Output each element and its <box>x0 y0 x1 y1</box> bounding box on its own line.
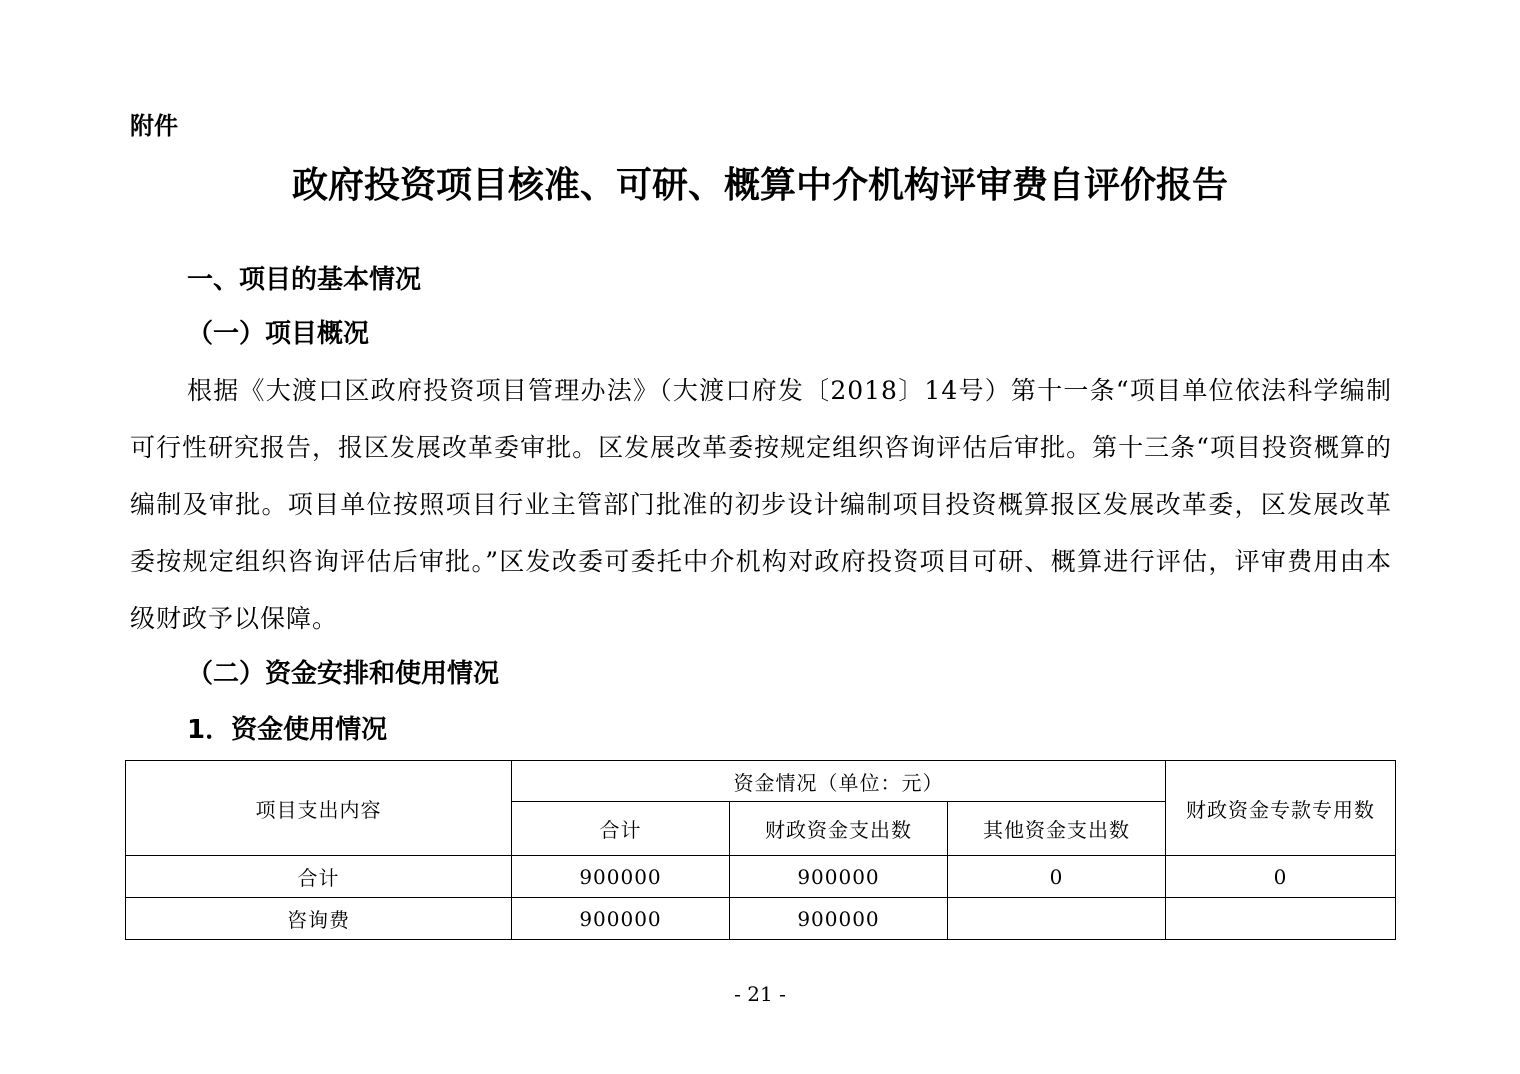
table-row <box>126 898 1396 940</box>
page-number: - 21 - <box>734 982 786 1006</box>
cell-special <box>1166 898 1396 940</box>
subsection-heading-overview: （一）项目概况 <box>187 319 370 349</box>
subsection-heading-funding: （二）资金安排和使用情况 <box>187 659 500 689</box>
document-title: 政府投资项目核准、可研、概算中介机构评审费自评价报告 <box>291 164 1228 206</box>
cell-fiscal: 900000 <box>730 898 948 940</box>
header-other: 其他资金支出数 <box>948 802 1166 856</box>
cell-total: 900000 <box>512 856 730 898</box>
header-total: 合计 <box>512 802 730 856</box>
cell-special: 0 <box>1166 856 1396 898</box>
table-row <box>126 856 1396 898</box>
table-header-row <box>126 761 1396 802</box>
subsection-heading-fund-usage: 1．资金使用情况 <box>187 715 388 745</box>
cell-total: 900000 <box>512 898 730 940</box>
header-item: 项目支出内容 <box>126 761 512 856</box>
cell-fiscal: 900000 <box>730 856 948 898</box>
cell-item: 合计 <box>126 856 512 898</box>
header-fiscal: 财政资金支出数 <box>730 802 948 856</box>
fund-usage-table <box>125 760 1396 940</box>
cell-item: 咨询费 <box>126 898 512 940</box>
header-funds-group: 资金情况（单位：元） <box>512 761 1166 802</box>
cell-other: 0 <box>948 856 1166 898</box>
cell-other <box>948 898 1166 940</box>
overview-paragraph: 根据《大渡口区政府投资项目管理办法》（大渡口府发〔2018〕14号）第十一条“项目单位依法科学编制可行性研究报告，报区发展改革委审批。区发展改革委按规定组织咨询评估后审批。第十三条“项目投资概算的编制及审批。项目单位按照项目行业主管部门批准的初步设计编制项目投资概算报区发展改革委，区发展改革委按规定组织咨询评估后审批。”区发改委可委托中介机构对政府投资项目可研、概算进行评估，评审费用由本级财政予以保障。 <box>130 376 1392 633</box>
header-special: 财政资金专款专用数 <box>1166 761 1396 856</box>
attachment-label: 附件 <box>130 112 178 140</box>
section-heading-basic-info: 一、项目的基本情况 <box>187 265 422 295</box>
